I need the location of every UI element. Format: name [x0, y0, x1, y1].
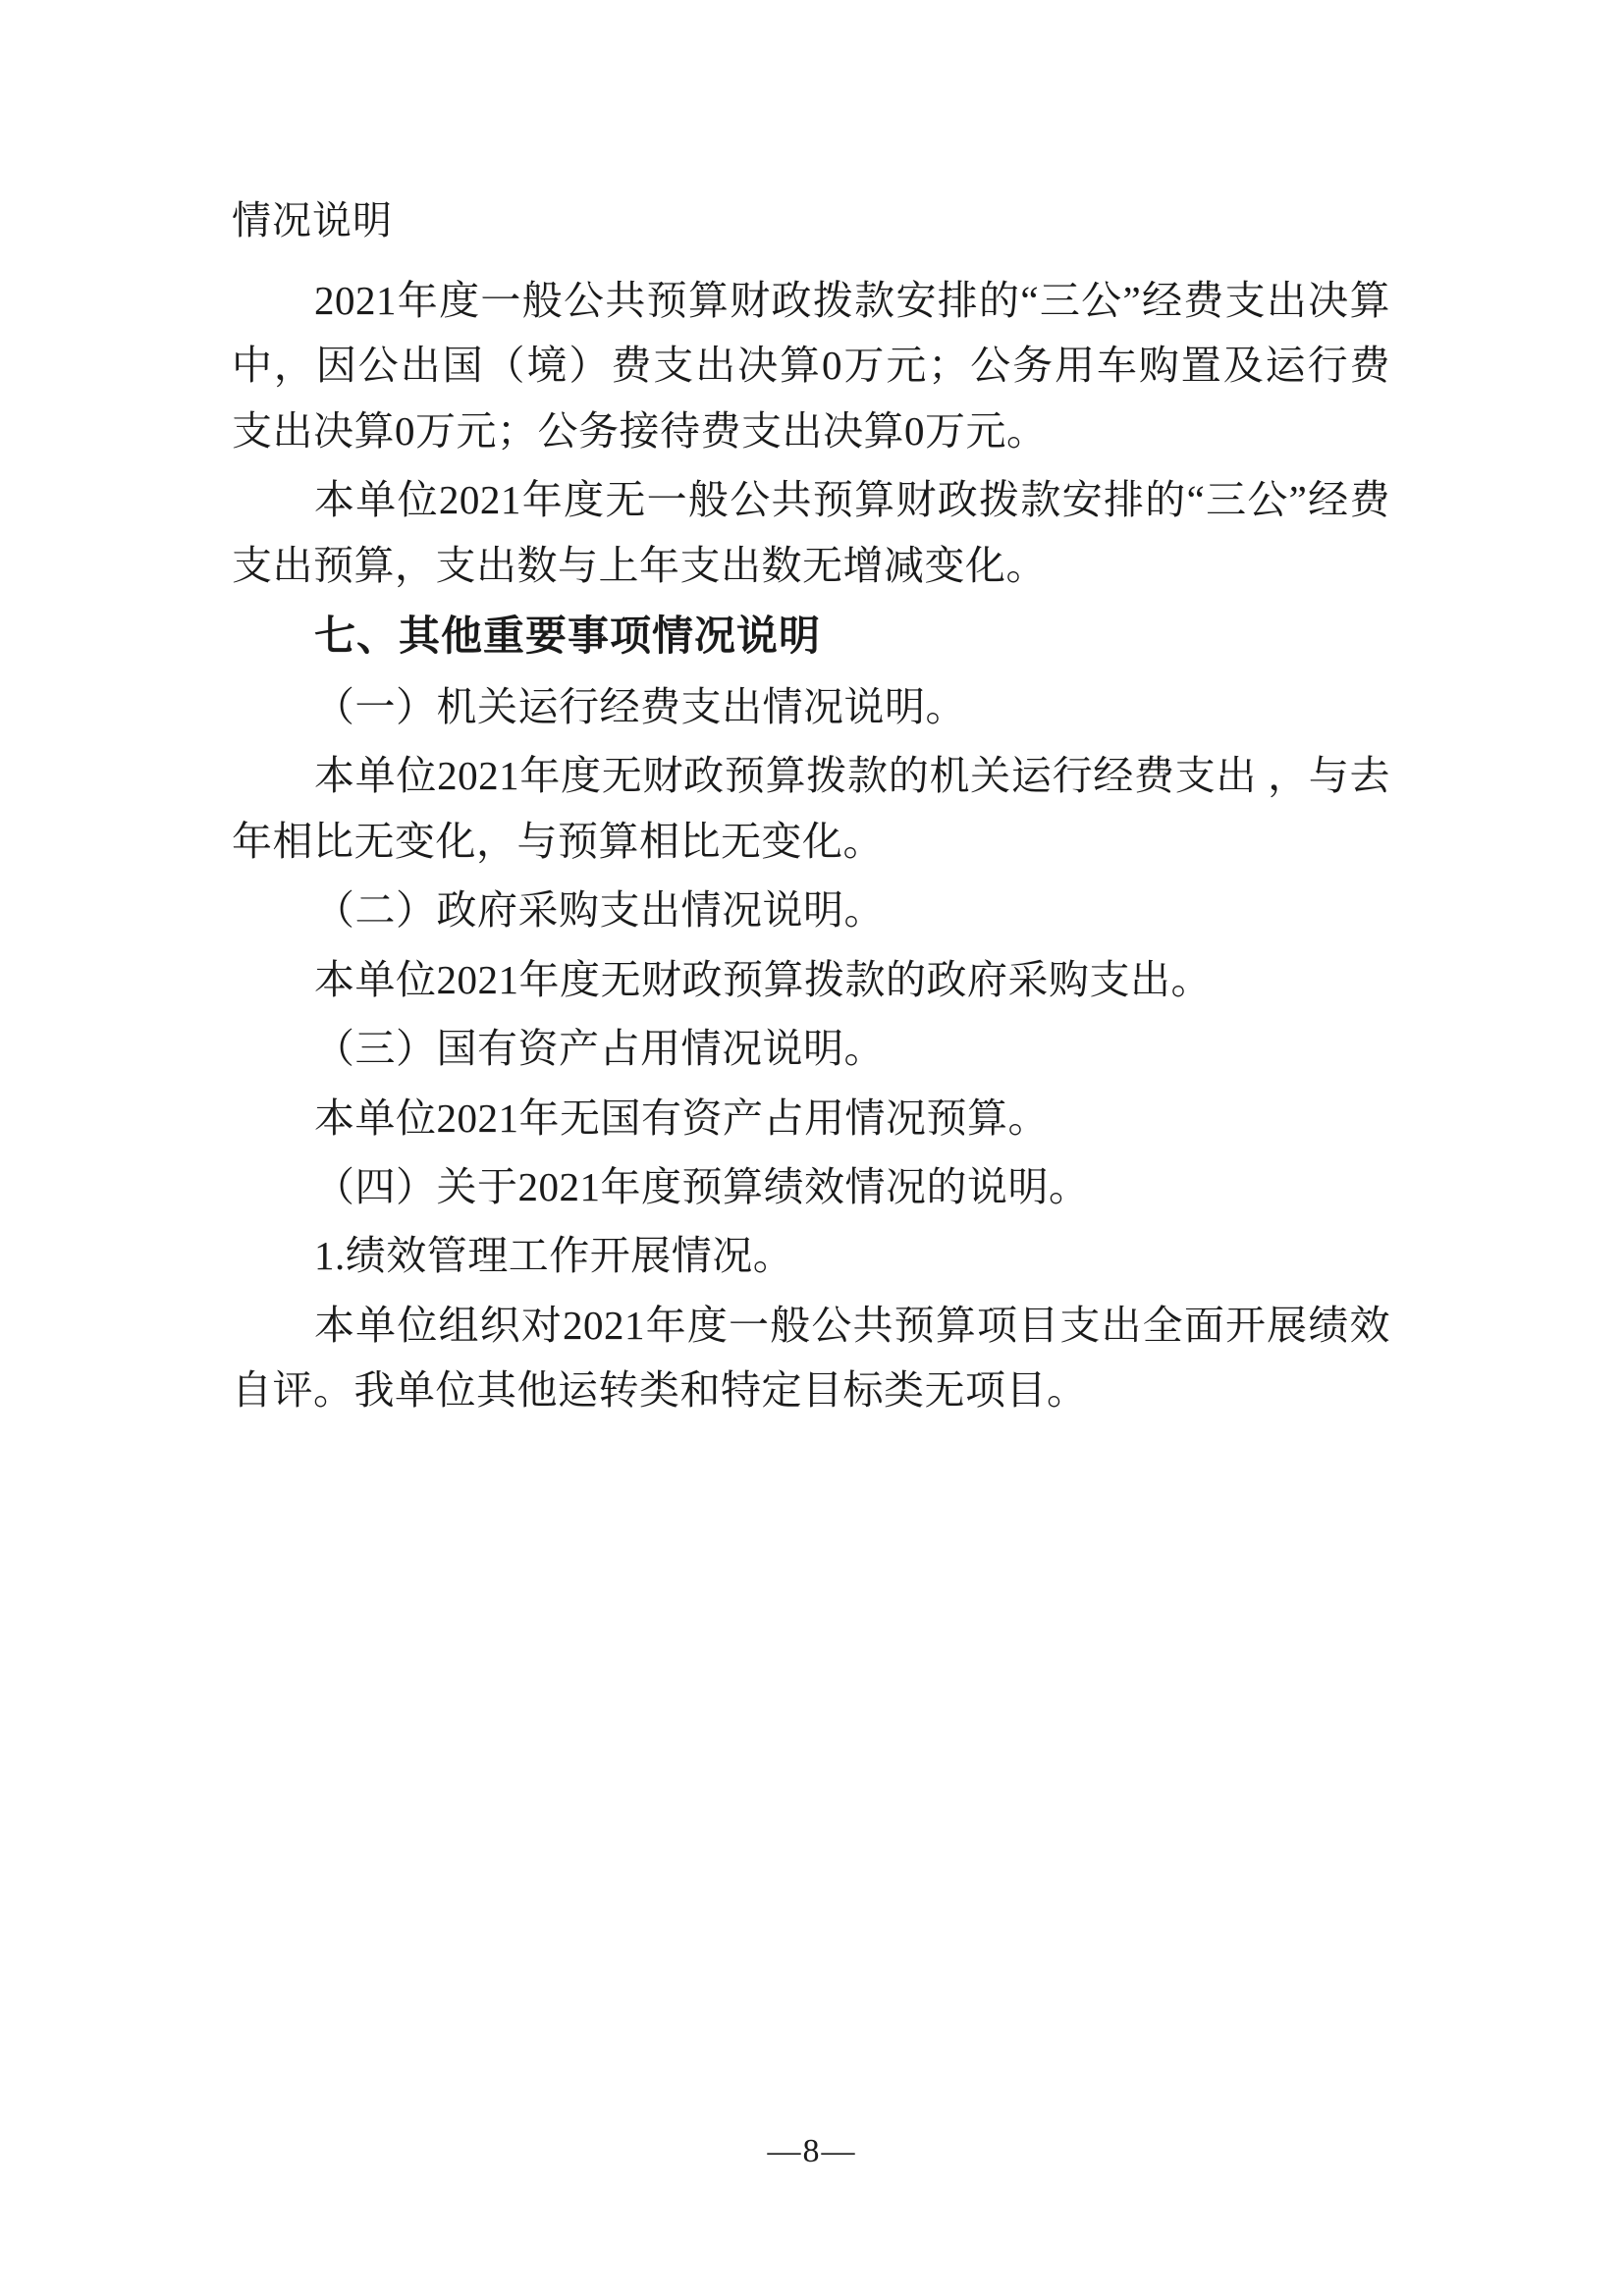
paragraph-sangong-actual: 2021年度一般公共预算财政拨款安排的“三公”经费支出决算中，因公出国（境）费支出决算0万元；公务用车购置及运行费支出决算0万元；公务接待费支出决算0万元。 — [232, 278, 1390, 454]
subsection-title-performance: （四）关于2021年度预算绩效情况的说明。 — [314, 1163, 1090, 1209]
subsection-title-operating-expense: （一）机关运行经费支出情况说明。 — [314, 684, 966, 730]
subsection-body-government-procurement: 本单位2021年度无财政预算拨款的政府采购支出。 — [314, 956, 1212, 1002]
subsection-body-performance-management: 本单位组织对2021年度一般公共预算项目支出全面开展绩效自评。我单位其他运转类和特定目标类无项目。 — [232, 1302, 1390, 1414]
paragraph-sangong-budget: 本单位2021年度无一般公共预算财政拨款安排的“三公”经费支出预算，支出数与上年支出数无增减变化。 — [232, 477, 1390, 588]
subsection-title-state-assets: （三）国有资产占用情况说明。 — [314, 1026, 885, 1072]
subsection-body-state-assets: 本单位2021年无国有资产占用情况预算。 — [314, 1095, 1049, 1141]
subsection-title-government-procurement: （二）政府采购支出情况说明。 — [314, 887, 885, 934]
page-footer — [0, 2133, 1624, 2170]
subsection-item-performance-management: 1.绩效管理工作开展情况。 — [314, 1233, 794, 1279]
section-heading: 情况说明 — [232, 198, 393, 242]
page-number: —8— — [767, 2133, 857, 2169]
document-body — [232, 191, 1390, 1423]
subsection-body-operating-expense: 本单位2021年度无财政预算拨款的机关运行经费支出 ，与去年相比无变化，与预算相比无变化。 — [232, 753, 1390, 864]
section-title-other-matters: 七、其他重要事项情况说明 — [314, 614, 822, 661]
